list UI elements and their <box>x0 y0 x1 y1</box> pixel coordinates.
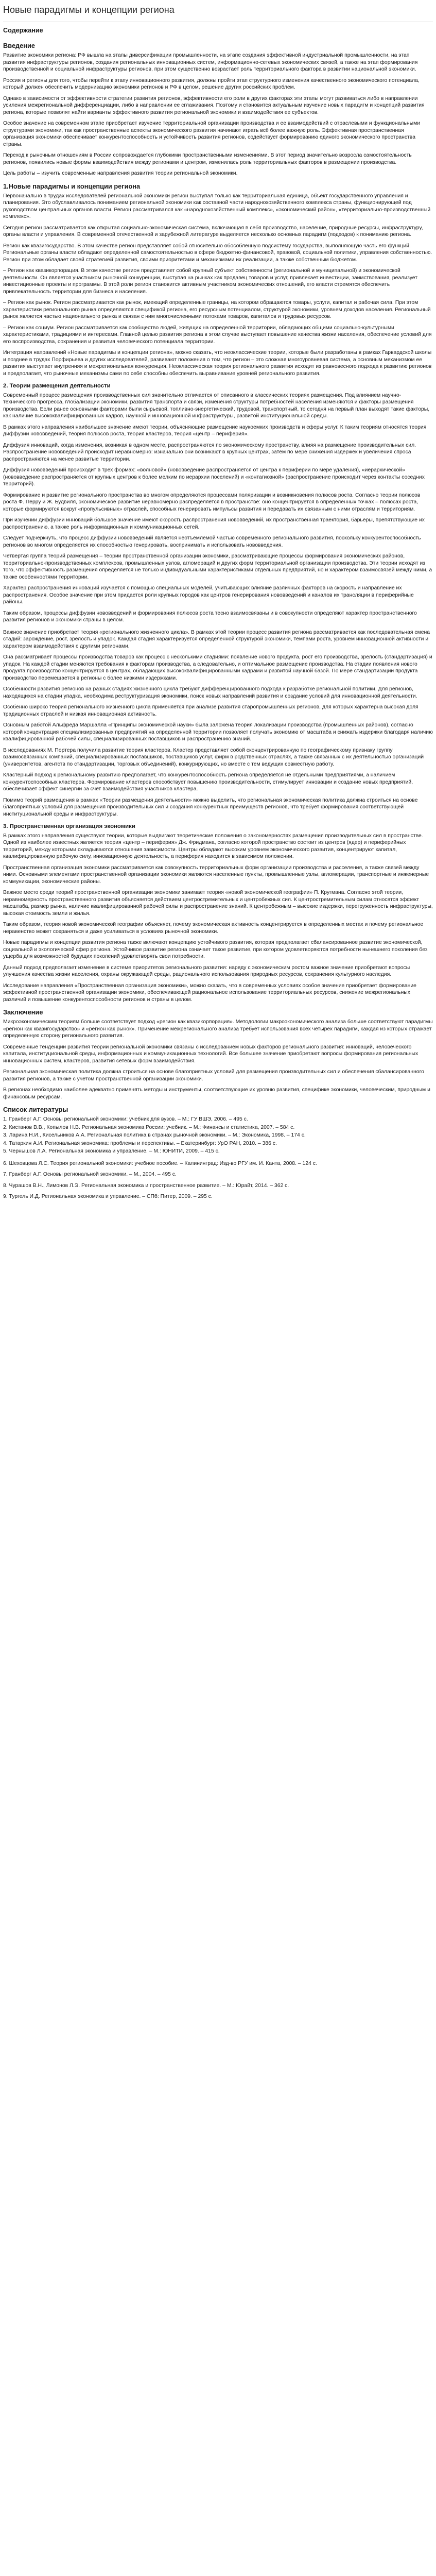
table-of-contents-label: Содержание <box>3 27 43 34</box>
paragraph: Современный процесс размещения производственных сил значительно отличается от описанного в классических теориях размещения. Под влиянием научно-технического прогресса, глобализации экономики, развития транспорта и связи, изменения структуры потребностей населения изменяются и факторы размещения производства. Если ранее основными факторами были сырьевой, топливно-энергетический, трудовой, транспортный, то сегодня на первый план выходят такие факторы, как наличие высококвалифицированных кадров, научной и инновационной инфраструктуры, развитой институциональной среды. <box>3 392 430 419</box>
reference-item: 6. Шеховцова Л.С. Теория региональной экономики: учебное пособие. – Калининград: Изд-во РГУ им. И. Канта, 2008. – 124 с. <box>3 1160 317 1166</box>
paragraph: Однако в зависимости от эффективности стратегии развития регионов, эффективности его роли в других факторах эти этапы могут развиваться либо в направлении усиления межрегиональной дифференциации, либо в направлении ее сглаживания. Поэтому и становится актуальным изучение новых парадигм и концепций развития региона, которые позволят найти варианты эффективного развития региональной экономики и взаимодействия ее субъектов. <box>3 95 425 115</box>
section-heading: Введение <box>3 42 36 49</box>
paragraph: В рамках этого направления существуют теории, которые выдвигают теоретические положения о закономерностях размещения производительных сил в пространстве. Одной из наиболее известных является теория «центр – периферия» Дж. Фридмана, согласно которой пространство состоит из центров (ядер) и периферийных территорий, между которыми складываются отношения зависимости. Центры обладают высоким уровнем экономического развития, концентрируют капитал, квалифицированную рабочую силу, инновационную деятельность, а периферия находится в зависимом положении. <box>3 833 423 859</box>
paragraph: Сегодня регион рассматривается как открытая социально-экономическая система, включающая в себя производство, население, природные ресурсы, инфраструктуру, органы власти и управления. В современной отечественной и зарубежной литературе выделяется несколько основных парадигм (подходов) к пониманию региона. <box>3 225 423 238</box>
paragraph: Таким образом, процессы диффузии нововведений и формирования полюсов роста тесно взаимосвязаны и в совокупности определяют характер пространственного развития регионов и экономики страны в целом. <box>3 610 417 623</box>
paragraph: Данный подход предполагает изменение в системе приоритетов регионального развития: наряду с экономическим ростом важное значение приобретают вопросы улучшения качества жизни населения, охраны окружающей среды, рационального использования природных ресурсов, сохранения культурного наследия. <box>3 964 410 977</box>
paragraph: – Регион как квазикорпорация. В этом качестве регион представляет собой крупный субъект собственности (региональной и муниципальной) и экономической деятельности. Он является участником рыночной конкуренции, выступая на рынках как продавец товаров и услуг, привлекает инвестиции, заимствования, реализует инвестиционные проекты и программы. В этой роли регион становится активным участником экономических отношений, его власти стремятся обеспечить привлекательность территории для бизнеса и населения. <box>3 268 417 295</box>
document-section <box>3 1008 433 1100</box>
paragraph: Особое значение на современном этапе приобретает изучение территориальной организации производства и ее взаимодействий с отраслевыми и функциональными структурами экономики, так как пространственные аспекты экономического развития начинают играть всё более важную роль. Эффективная пространственная организация экономики обеспечивает конкурентоспособность и устойчивость развития регионов, содействует формированию единого экономического пространства страны. <box>3 121 421 147</box>
paragraph: Цель работы – изучить современные направления развития теории региональной экономики. <box>3 171 238 176</box>
reference-item: 3. Ларина Н.И., Кисельников А.А. Региональная политика в странах рыночной экономики. – М.: Экономика, 1998. – 174 с. <box>3 1132 306 1138</box>
paragraph: Первоначально в трудах исследователей региональной экономики регион выступал только как территориальная единица, объект государственного управления и планирования. Это обуславливалось пониманием региональной экономики как составной части народнохозяйственного комплекса страны, функционирующей под руководством центральных органов власти. Регион рассматривался как «народнохозяйственный комплекс», «экономический район», «территориально-производственный комплекс». <box>3 193 431 219</box>
paragraph: Следует подчеркнуть, что процесс диффузии нововведений является неотъемлемой частью современного регионального развития, поскольку конкурентоспособность регионов во многом определяется их способностью генерировать, воспринимать и использовать нововведения. <box>3 535 421 548</box>
references-section <box>3 1106 433 1200</box>
paragraph: Особенно широко теория регионального жизненного цикла применяется при анализе развития старопромышленных регионов, для которых характерна высокая доля традиционных отраслей и низкая инновационная активность. <box>3 704 418 717</box>
section-heading: 3. Пространственная организация экономики <box>3 823 135 829</box>
paragraph: Россия и регионы для того, чтобы перейти к этапу инновационного развития, должны пройти этап структурного изменения качественного экономического потенциала, который должен обеспечить модернизацию экономики регионов и РФ в целом, решение других российских проблем. <box>3 77 420 90</box>
paragraph: Основным работой Альфреда Маршалла «Принципы экономической науки» была заложена теория локализации производства (промышленных районов), согласно которой концентрация специализированных предприятий на определенной территории позволяет получать экономию от масштаба и снижать издержки благодаря наличию квалифицированной рабочей силы, специализированных поставщиков и распространению знаний. <box>3 722 433 742</box>
paragraph: Развитие экономики региона: РФ вышла на этапы диверсификации промышленности, на этапе создания эффективной индустриальной промышленности, на этап развития инфраструктуры регионов, создания региональных инновационных систем, информационно-сетевых экономических связей, а также на этап формирования производственной и социальной инфраструктуры регионов, при этом существенно возрастает роль территориального фактора в развитии национальной экономики. <box>3 53 418 72</box>
paragraph: Микроэкономическим теориям больше соответствует подход «регион как квазикорпорация». Методологии макроэкономического анализа больше соответствуют парадигмы «регион как квазигосударство» и «регион как рынок». Применение межрегионального анализа требует использования всех четырех парадигм, каждая из которых отражает определенную сторону регионального развития. <box>3 1019 433 1039</box>
section-heading: 2. Теории размещения деятельности <box>3 383 111 389</box>
reference-item: 9. Тургель И.Д. Региональная экономика и управление. – СПб: Питер, 2009. – 295 с. <box>3 1194 213 1199</box>
paragraph: – Регион как рынок. Регион рассматривается как рынок, имеющий определенные границы, на котором обращаются товары, услуги, капитал и рабочая сила. При этом характеристики регионального рынка определяются спецификой региона, его ресурсным потенциалом, структурой экономики, уровнем доходов населения. Региональный рынок является частью национального рынка и связан с ним многочисленными потоками товаров, капиталов и трудовых ресурсов. <box>3 300 431 319</box>
references-list <box>3 1116 433 1155</box>
paragraph: Важное значение приобретает теория «регионального жизненного цикла». В рамках этой теории процесс развития региона рассматривается как последовательная смена стадий: зарождение, рост, зрелость и упадок. Каждая стадия характеризуется определенной структурой экономики, темпами роста, уровнем инновационной активности и характером взаимодействия с другими регионами. <box>3 629 430 649</box>
paragraph: В исследованиях М. Портера получила развитие теория кластеров. Кластер представляет собой сконцентрированную по географическому признаку группу взаимосвязанных компаний, специализированных поставщиков, поставщиков услуг, фирм в родственных отраслях, а также связанных с их деятельностью организаций (университетов, агентств по стандартизации, торговых объединений), конкурирующих, но вместе с тем ведущих совместную работу. <box>3 747 424 767</box>
reference-item: 7. Гранберг А.Г. Основы региональной экономики. – М., 2004. – 495 с. <box>3 1172 177 1177</box>
reference-item: 5. Чернышов Л.А. Региональная экономика и управление. – М.: ЮНИТИ, 2009. – 415 с. <box>3 1148 220 1154</box>
paragraph: Характер распространения инноваций изучается с помощью специальных моделей, учитывающих влияние различных факторов на скорость и направление их распространения. Особое значение при этом придается роли крупных городов как центров генерирования нововведений и каналов их трансляции в периферийные районы. <box>3 585 414 605</box>
paragraph: Помимо теорий размещения в рамках «Теории размещения деятельности» можно выделить, что региональная экономическая политика должна строиться на основе благоприятных условий для размещения производительных сил и создания конкурентных преимуществ регионов, что требует формирования соответствующей институциональной среды и инфраструктуры. <box>3 797 418 817</box>
paragraph: Интеграция направлений «Новые парадигмы и концепции региона», можно сказать, что неоклассические теории, которые были разработаны в рамках Гарвардской школы и позднее в трудах Порфирьева и других исследователей, развивают положения о том, что регион – это сложная многоуровневая система, а основным механизмом ее развития выступает внутренняя и межрегиональная конкуренция. Неоклассическая теория регионального развития исходит из равновесного подхода к развитию регионов и предполагает, что рыночные механизмы сами по себе способны обеспечить выравнивание уровней регионального развития. <box>3 350 432 377</box>
page-title: Новые парадигмы и концепции региона <box>3 5 175 15</box>
document-section <box>3 382 433 624</box>
paragraph: Переход к рыночным отношениям в России сопровождается глубокими пространственными изменениями. В этот период значительно возросла самостоятельность регионов, появились новые формы взаимодействия между регионами и центром, изменилась роль территориальных факторов в размещении производства. <box>3 152 412 165</box>
paragraph: Особенности развития регионов на разных стадиях жизненного цикла требуют дифференцированного подхода к разработке региональной политики. Для регионов, находящихся на стадии упадка, необходима реструктуризация экономики, поиск новых направлений развития и создание условий для инновационной деятельности. <box>3 686 417 699</box>
paragraph: Диффузия инноваций, когда изменения, возникая в одном месте, распространяются по экономическому пространству, влияя на размещение производительных сил. Распространение нововведений происходит неравномерно: изначально они возникают в крупных центрах, затем по мере снижения издержек и увеличения спроса распространяются на менее развитые территории. <box>3 442 416 462</box>
paragraph: Таким образом, теория новой экономической географии объясняет, почему экономическая активность концентрируется в определенных местах и почему региональное неравенство может сохраняться и даже усиливаться в условиях рыночной экономики. <box>3 922 424 935</box>
paragraph: Новые парадигмы и концепции развития региона также включают концепцию устойчивого развития, которая предполагает сбалансированное развитие экономической, социальной и экологической сфер региона. Устойчивое развитие региона означает такое развитие, при котором удовлетворяются потребности нынешнего поколения без ущерба для возможностей будущих поколений удовлетворять свои потребности. <box>3 940 428 959</box>
paragraph: Четвертая группа теорий размещения – теории пространственной организации экономики, рассматривающие процессы формирования экономических районов, территориально-производственных комплексов, промышленных узлов, агломераций и других форм территориальной организации производства. Эти теории исходят из того, что эффективность размещения определяется не только индивидуальными характеристиками отдельных предприятий, но и характером взаимосвязей между ними, а также особенностями территории. <box>3 553 432 580</box>
paragraph: Диффузия нововведений происходит в трех формах: «волновой» (нововведение распространяется от центра к периферии по мере удаления), «иерархической» (нововведение распространяется от крупных центров к более мелким по иерархии поселений) и «контагиозной» (распространение происходит через контакты соседних территорий). <box>3 467 425 487</box>
reference-item: 4. Татаркин А.И. Региональная экономика: проблемы и перспективы. – Екатеринбург: УрО РАН, 2010. – 386 с. <box>3 1140 277 1146</box>
paragraph: При изучении диффузии инноваций большое значение имеют скорость распространения нововведений, их пространственная траектория, барьеры, препятствующие их распространению, а также роль информационных и коммуникационных сетей. <box>3 517 425 530</box>
reference-item: 1. Гранберг А.Г. Основы региональной экономики: учебник для вузов. – М.: ГУ ВШЭ, 2006. – 495 с. <box>3 1116 248 1122</box>
document-section <box>3 629 433 818</box>
document-body <box>3 42 433 1200</box>
document-section <box>3 42 433 177</box>
paragraph: Исследование направления «Пространственная организация экономики», можно сказать, что в современных условиях особое значение приобретает формирование эффективной пространственной организации экономики, обеспечивающей рациональное использование территориальных ресурсов, снижение межрегиональных различий и повышение конкурентоспособности регионов и страны в целом. <box>3 982 416 1003</box>
paragraph: Формирование и развитие регионального пространства во многом определяются процессами поляризации и возникновения полюсов роста. Согласно теории полюсов роста Ф. Перру и Ж. Будвиля, экономическое развитие неравномерно распределяется в пространстве: оно концентрируется в определенных точках – полюсах роста, которые формируются вокруг «пропульсивных» отраслей, способных генерировать импульсы развития и передавать их связанным с ними отраслям и территориям. <box>3 492 421 512</box>
section-heading: Заключение <box>3 1008 43 1016</box>
paragraph: Пространственная организация экономики рассматривается как совокупность территориальных форм организации производства и расселения, а также связей между ними. Основными элементами пространственной организации экономики являются населенные пункты, промышленные узлы, агломерации, транспортные и инженерные коммуникации, экономические районы. <box>3 865 429 885</box>
document-section <box>3 823 433 1003</box>
paragraph: В регионах необходимо наиболее адекватно применять методы и инструменты, соответствующие их уровню развития, специфике экономики, человеческим, природным и финансовым ресурсам. <box>3 1087 430 1100</box>
paragraph: Регион как квазигосударство. В этом качестве регион представляет собой относительно обособленную подсистему государства, выполняющую часть его функций. Региональные органы власти обладают определенной самостоятельностью в сфере бюджетно-финансовой, правовой, социальной политики, управления собственностью. Регион при этом обладает своей стратегией развития, своими приоритетами и механизмами их реализации, а также собственным бюджетом. <box>3 243 432 263</box>
document-section <box>3 182 433 378</box>
reference-item: 8. Чурашов В.Н., Лимонов Л.Э. Региональная экономика и пространственное развитие. – М.: Юрайт, 2014. – 362 с. <box>3 1182 289 1189</box>
paragraph: В рамках этого направления наибольшее значение имеют теории, объясняющие размещение наукоемких производств и сферы услуг. К таким теориям относятся теория диффузии нововведений, теория полюсов роста, теория кластеров, теория «центр – периферия». <box>3 424 427 437</box>
paragraph: Современные тенденции развития теории региональной экономики связаны с исследованием новых факторов регионального развития: инноваций, человеческого капитала, институциональной среды, информационных и коммуникационных технологий. Все большее значение приобретают вопросы формирования региональных инновационных систем, кластеров, развития сетевых форм взаимодействия. <box>3 1044 418 1064</box>
references-heading: Список литературы <box>3 1106 68 1113</box>
section-heading: 1.Новые парадигмы и концепции региона <box>3 182 141 190</box>
paragraph: Кластерный подход к региональному развитию предполагает, что конкурентоспособность региона определяется не отдельными предприятиями, а наличием конкурентоспособных кластеров. Формирование кластеров способствует повышению производительности, стимулирует инновации и создание новых предприятий, обеспечивает эффект синергии за счет взаимодействия участников кластера. <box>3 772 413 792</box>
references-extra <box>3 1160 433 1200</box>
paragraph: Региональная экономическая политика должна строиться на основе благоприятных условий для размещения производительных сил и обеспечения сбалансированного развития регионов, а также с учетом пространственной организации экономики. <box>3 1069 424 1082</box>
paragraph: Важное место среди теорий пространственной организации экономики занимает теория «новой экономической географии» П. Кругмана. Согласно этой теории, неравномерность пространственного развития объясняется действием центростремительных и центробежных сил. К центростремительным силам относятся эффект масштаба, размер рынка, наличие квалифицированной рабочей силы и распространение знаний. К центробежным – высокие издержки, перегруженность инфраструктуры, высокая стоимость земли и жилья. <box>3 890 433 917</box>
paragraph: – Регион как социум. Регион рассматривается как сообщество людей, живущих на определенной территории, обладающих общими социально-культурными характеристиками, традициями и интересами. Главной целью развития региона в этом случае выступает повышение качества жизни населения, обеспечение условий для его воспроизводства, сохранения и развития человеческого потенциала территории. <box>3 325 432 345</box>
reference-item: 2. Кистанов В.В., Копылов Н.В. Региональная экономика России: учебник. – М.: Финансы и статистика, 2007. – 584 с. <box>3 1124 295 1130</box>
paragraph: Она рассматривает процессы производства товаров как процесс с несколькими стадиями: появление нового продукта, рост его производства, зрелость (стандартизация) и упадок. На каждой стадии меняются требования к факторам производства, а следовательно, и оптимальное размещение производства. На стадии появления нового продукта производство концентрируется в центрах, обладающих высококвалифицированными кадрами и развитой научной базой. По мере стандартизации продукта производство перемещается в регионы с более низкими издержками. <box>3 654 432 681</box>
